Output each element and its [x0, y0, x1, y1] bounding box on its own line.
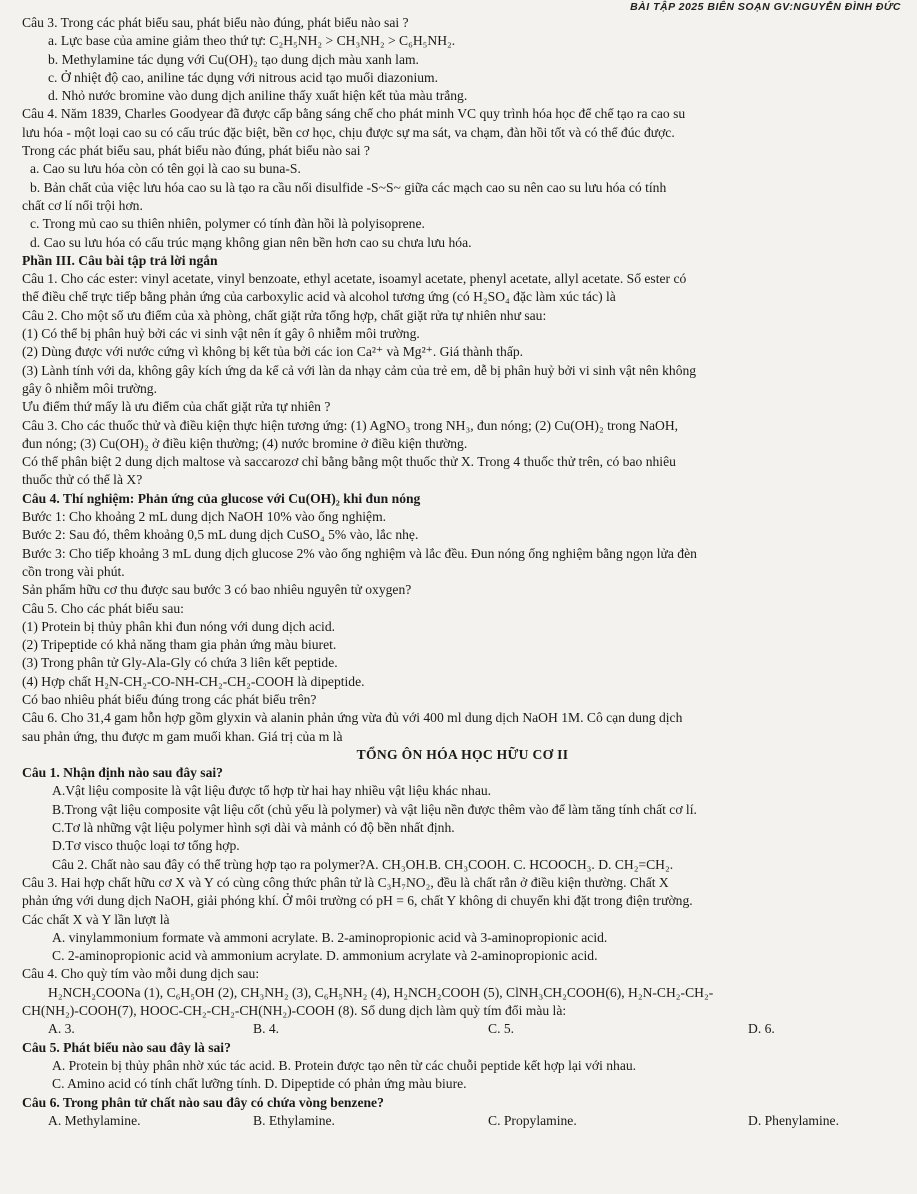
- text-line: a. Cao su lưu hóa còn có tên gọi là cao su buna-S.: [30, 161, 301, 177]
- worksheet-content: [22, 14, 903, 1020]
- text-line: c. Trong mủ cao su thiên nhiên, polymer có tính đàn hồi là polyisoprene.: [30, 216, 425, 232]
- text-line: A.Vật liệu composite là vật liệu được tổ hợp từ hai hay nhiều vật liệu khác nhau.: [52, 783, 492, 799]
- text-line: C. 2-aminopropionic acid và ammonium acrylate. D. ammonium acrylate và 2-aminopropionic acid.: [52, 948, 598, 964]
- text-line: Câu 2. Chất nào sau đây có thể trùng hợp tạo ra polymer?A. CH₃OH.B. CH₃COOH. C. HCOOCH₃. D. CH₂=CH₂.: [52, 856, 674, 872]
- text-line: gây ô nhiễm môi trường.: [22, 380, 157, 396]
- text-line: đun nóng; (3) Cu(OH)₂ ở điều kiện thường; (4) nước bromine ở điều kiện thường.: [22, 435, 468, 451]
- text-line: Câu 1. Cho các ester: vinyl acetate, vinyl benzoate, ethyl acetate, isoamyl acetate, phenyl acetate, allyl acetate. Số ester có: [22, 271, 687, 287]
- text-line: Bước 1: Cho khoảng 2 mL dung dịch NaOH 10% vào ống nghiệm.: [22, 509, 387, 525]
- text-line: D.Tơ visco thuộc loại tơ tổng hợp.: [52, 838, 240, 854]
- text-line: Câu 1. Nhận định nào sau đây sai?: [22, 765, 223, 781]
- text-line: thuốc thử có thể là X?: [22, 472, 143, 488]
- q6-answer-d: D. Phenylamine.: [748, 1112, 839, 1128]
- text-line: Có thể phân biệt 2 dung dịch maltose và saccarozơ chỉ bằng bằng một thuốc thử X. Trong 4 thuốc thử trên, có bao nhiêu: [22, 454, 676, 470]
- q6-answer-b: B. Ethylamine.: [253, 1112, 335, 1128]
- q4-answer-d: D. 6.: [748, 1021, 775, 1037]
- q4-answer-a: A. 3.: [48, 1021, 75, 1037]
- text-line: lưu hóa - một loại cao su có cấu trúc đặc biệt, bền cơ học, chịu được sự ma sát, va chạm, đàn hồi tốt và có thể đúc được.: [22, 124, 675, 140]
- text-line: Có bao nhiêu phát biểu đúng trong các phát biểu trên?: [22, 691, 317, 707]
- text-line: TỔNG ÔN HÓA HỌC HỮU CƠ II: [356, 746, 569, 762]
- text-line: Trong các phát biểu sau, phát biểu nào đúng, phát biểu nào sai ?: [22, 143, 370, 159]
- q5-option-line: A. Protein bị thủy phân nhờ xúc tác acid. B. Protein được tạo nên từ các chuỗi peptide kết hợp lại với nhau.: [52, 1057, 637, 1073]
- text-line: H₂NCH₂COONa (1), C₆H₅OH (2), CH₃NH₂ (3), C₆H₅NH₂ (4), H₂NCH₂COOH (5), ClNH₃CH₂COOH(6), H₂N-CH₂-CH₂-: [48, 984, 714, 1000]
- text-line: (3) Trong phân tử Gly-Ala-Gly có chứa 3 liên kết peptide.: [22, 655, 338, 671]
- text-line: b. Methylamine tác dụng với Cu(OH)₂ tạo dung dịch màu xanh lam.: [48, 51, 419, 67]
- text-line: c. Ở nhiệt độ cao, aniline tác dụng với nitrous acid tạo muối diazonium.: [48, 69, 438, 85]
- text-line: (3) Lành tính với da, không gây kích ứng da kể cả với làn da nhạy cảm của trẻ em, dễ bị phân huỷ bởi vi sinh vật nên không: [22, 362, 697, 378]
- text-line: d. Nhỏ nước bromine vào dung dịch aniline thấy xuất hiện kết tủa màu trắng.: [48, 88, 468, 104]
- text-line: b. Bản chất của việc lưu hóa cao su là tạo ra cầu nối disulfide -S~S~ giữa các mạch cao su nên cao su lưu hóa có tính: [30, 179, 667, 195]
- text-line: thể điều chế trực tiếp bằng phản ứng của carboxylic acid và alcohol tương ứng (có H₂SO₄ đặc làm xúc tác) là: [22, 289, 616, 305]
- text-line: Phần III. Câu bài tập trả lời ngắn: [22, 252, 218, 268]
- text-line: Ưu điểm thứ mấy là ưu điểm của chất giặt rửa tự nhiên ?: [22, 399, 331, 415]
- text-line: C.Tơ là những vật liệu polymer hình sợi dài và mảnh có độ bền nhất định.: [52, 820, 455, 836]
- text-line: Câu 3. Hai hợp chất hữu cơ X và Y có cùng công thức phân tử là C₃H₇NO₂, đều là chất rắn ở điều kiện thường. Chất X: [22, 874, 669, 890]
- text-line: Các chất X và Y lần lượt là: [22, 911, 170, 927]
- q5-option-line: C. Amino acid có tính chất lưỡng tính. D. Dipeptide có phản ứng màu biure.: [52, 1076, 467, 1092]
- text-line: d. Cao su lưu hóa có cấu trúc mạng không gian nên bền hơn cao su chưa lưu hóa.: [30, 234, 472, 250]
- text-line: chất cơ lí nổi trội hơn.: [22, 197, 143, 213]
- q4-answer-row: [22, 1020, 903, 1130]
- q6-title: Câu 6. Trong phân tử chất nào sau đây có chứa vòng benzene?: [22, 1094, 384, 1110]
- text-line: Câu 5. Cho các phát biểu sau:: [22, 600, 184, 616]
- q5-title: Câu 5. Phát biểu nào sau đây là sai?: [22, 1039, 231, 1055]
- text-line: sau phản ứng, thu được m gam muối khan. Giá trị của m là: [22, 728, 343, 744]
- text-line: Câu 2. Cho một số ưu điểm của xà phòng, chất giặt rửa tổng hợp, chất giặt rửa tự nhiên như sau:: [22, 307, 547, 323]
- text-line: phản ứng với dung dịch NaOH, giải phóng khí. Ở môi trường có pH = 6, chất Y không di chuyển khi đặt trong điện trường.: [22, 893, 693, 909]
- text-line: Câu 3. Trong các phát biểu sau, phát biểu nào đúng, phát biểu nào sai ?: [22, 15, 409, 30]
- text-line: (4) Hợp chất H₂N-CH₂-CO-NH-CH₂-CH₂-COOH là dipeptide.: [22, 673, 365, 689]
- text-line: Câu 4. Thí nghiệm: Phản ứng của glucose với Cu(OH)₂ khi đun nóng: [22, 490, 421, 506]
- text-line: (1) Protein bị thủy phân khi đun nóng với dung dịch acid.: [22, 618, 336, 634]
- text-line: Câu 3. Cho các thuốc thử và điều kiện thực hiện tương ứng: (1) AgNO₃ trong NH₃, đun nóng; (2) Cu(OH)₂ trong NaOH,: [22, 417, 679, 433]
- text-line: B.Trong vật liệu composite vật liệu cốt (chủ yếu là polymer) và vật liệu nền được thêm vào để làm tăng tính chất cơ lí.: [52, 801, 697, 817]
- text-line: a. Lực base của amine giảm theo thứ tự: C₂H₅NH₂ > CH₃NH₂ > C₆H₅NH₂.: [48, 33, 456, 49]
- q6-answer-a: A. Methylamine.: [48, 1112, 141, 1128]
- text-line: Câu 4. Cho quỳ tím vào mỗi dung dịch sau:: [22, 966, 260, 982]
- q4-answer-b: B. 4.: [253, 1021, 280, 1037]
- text-line: CH(NH₂)-COOH(7), HOOC-CH₂-CH₂-CH(NH₂)-COOH (8). Số dung dịch làm quỳ tím đổi màu là:: [22, 1003, 567, 1019]
- text-line: Bước 2: Sau đó, thêm khoảng 0,5 mL dung dịch CuSO₄ 5% vào, lắc nhẹ.: [22, 527, 419, 543]
- text-line: A. vinylammonium formate và ammoni acrylate. B. 2-aminopropionic acid và 3-aminopropionic acid.: [52, 929, 608, 945]
- text-line: Bước 3: Cho tiếp khoảng 3 mL dung dịch glucose 2% vào ống nghiệm và lắc đều. Đun nóng ống nghiệm bằng ngọn lửa đèn: [22, 545, 697, 561]
- q6-answer-c: C. Propylamine.: [488, 1112, 577, 1128]
- page-header: BÀI TẬP 2025 BIÊN SOẠN GV:NGUYỄN ĐÌNH ĐỨC: [630, 1, 901, 13]
- text-line: Câu 6. Cho 31,4 gam hỗn hợp gồm glyxin và alanin phản ứng vừa đủ với 400 ml dung dịch NaOH 1M. Cô cạn dung dịch: [22, 710, 683, 726]
- text-line: (1) Có thể bị phân huỷ bởi các vi sinh vật nên ít gây ô nhiễm môi trường.: [22, 326, 420, 342]
- text-line: Câu 4. Năm 1839, Charles Goodyear đã được cấp bằng sáng chế cho phát minh VC quy trình hóa học để chế tạo ra cao su: [22, 106, 686, 122]
- text-line: (2) Tripeptide có khả năng tham gia phản ứng màu biuret.: [22, 637, 337, 653]
- q4-answer-c: C. 5.: [488, 1021, 515, 1037]
- text-line: (2) Dùng được với nước cứng vì không bị kết tủa bởi các ion Ca²⁺ và Mg²⁺. Giá thành thấp.: [22, 344, 524, 360]
- text-line: Sản phẩm hữu cơ thu được sau bước 3 có bao nhiêu nguyên tử oxygen?: [22, 582, 412, 598]
- text-line: cồn trong vài phút.: [22, 563, 125, 579]
